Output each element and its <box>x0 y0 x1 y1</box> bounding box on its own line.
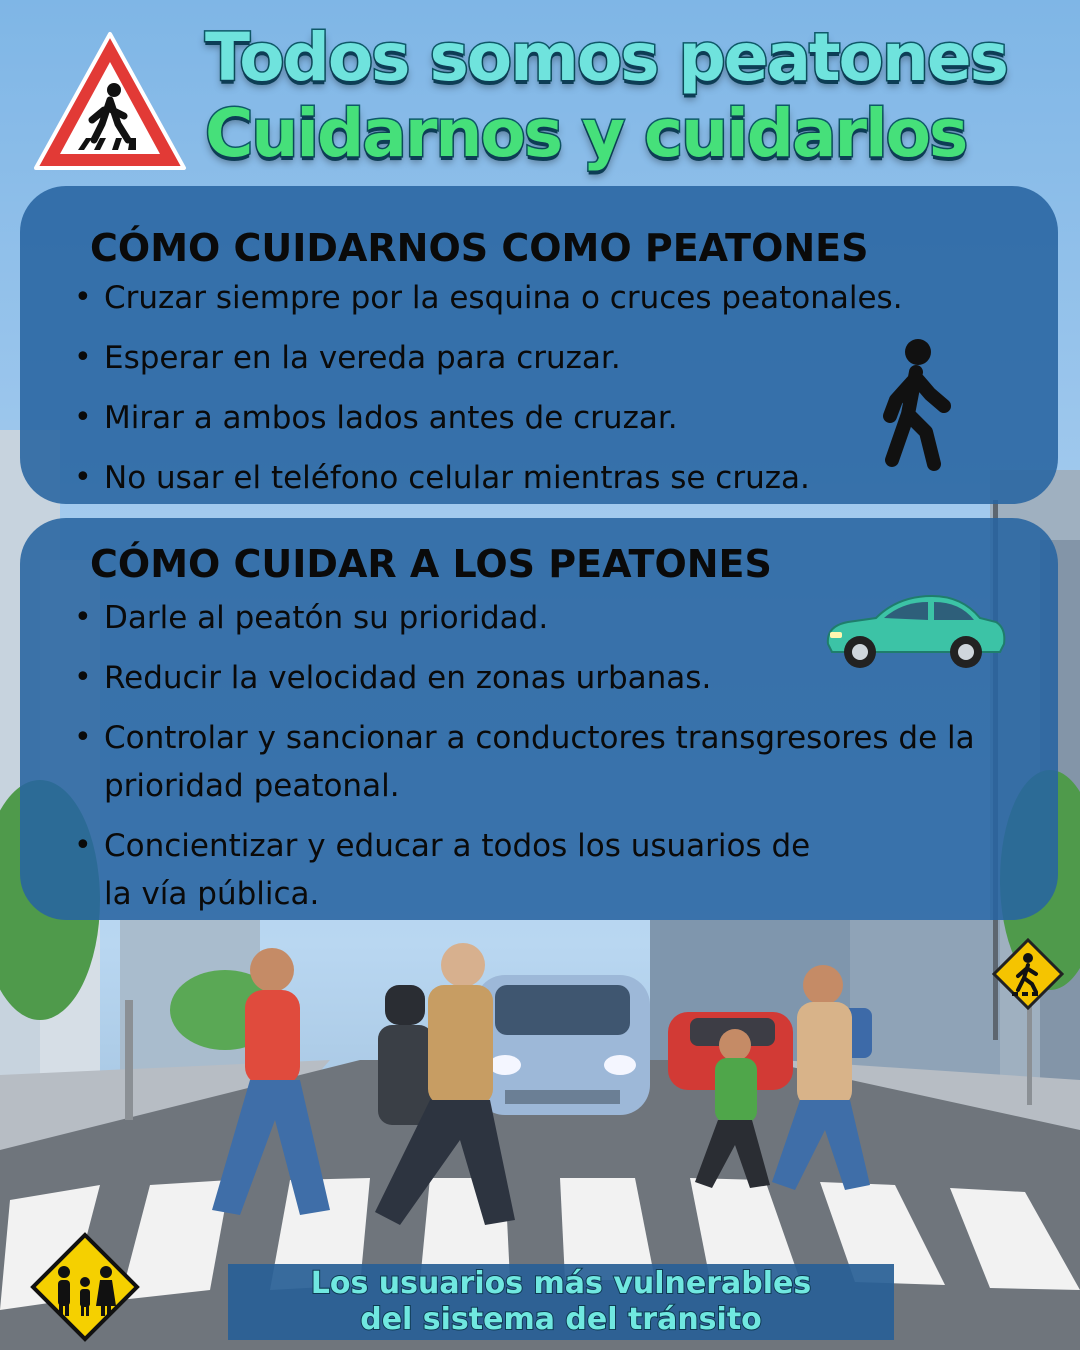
list-item: • Darle al peatón su prioridad. <box>74 594 1004 642</box>
page-title: Todos somos peatones <box>205 19 1007 96</box>
list-item: • Mirar a ambos lados antes de cruzar. <box>74 394 903 442</box>
section-heading: CÓMO CUIDARNOS COMO PEATONES <box>90 226 869 270</box>
list-item: • No usar el teléfono celular mientras se cruza. <box>74 454 903 502</box>
list-item: • Controlar y sancionar a conductores transgresores de la prioridad peatonal. <box>74 714 984 810</box>
footer-banner <box>228 1264 894 1340</box>
section-cuidar-peatones <box>20 518 1058 920</box>
pedestrian-sign-icon <box>992 938 1064 1010</box>
tips-list <box>74 274 903 514</box>
footer-line: del sistema del tránsito <box>360 1302 762 1337</box>
list-item: • Cruzar siempre por la esquina o cruces peatonales. <box>74 274 903 322</box>
list-item: • Concientizar y educar a todos los usuarios de la vía pública. <box>74 822 844 918</box>
car-icon <box>820 588 1010 673</box>
list-item: • Reducir la velocidad en zonas urbanas. <box>74 654 1004 702</box>
title-block <box>205 20 1065 172</box>
list-item: • Esperar en la vereda para cruzar. <box>74 334 903 382</box>
family-sign-icon <box>30 1232 140 1342</box>
section-heading: CÓMO CUIDAR A LOS PEATONES <box>90 542 772 586</box>
pedestrian-crossing-triangle-icon <box>30 28 190 178</box>
page-subtitle: Cuidarnos y cuidarlos <box>205 95 967 172</box>
walking-person-icon <box>878 336 958 476</box>
footer-line: Los usuarios más vulnerables <box>310 1266 812 1301</box>
